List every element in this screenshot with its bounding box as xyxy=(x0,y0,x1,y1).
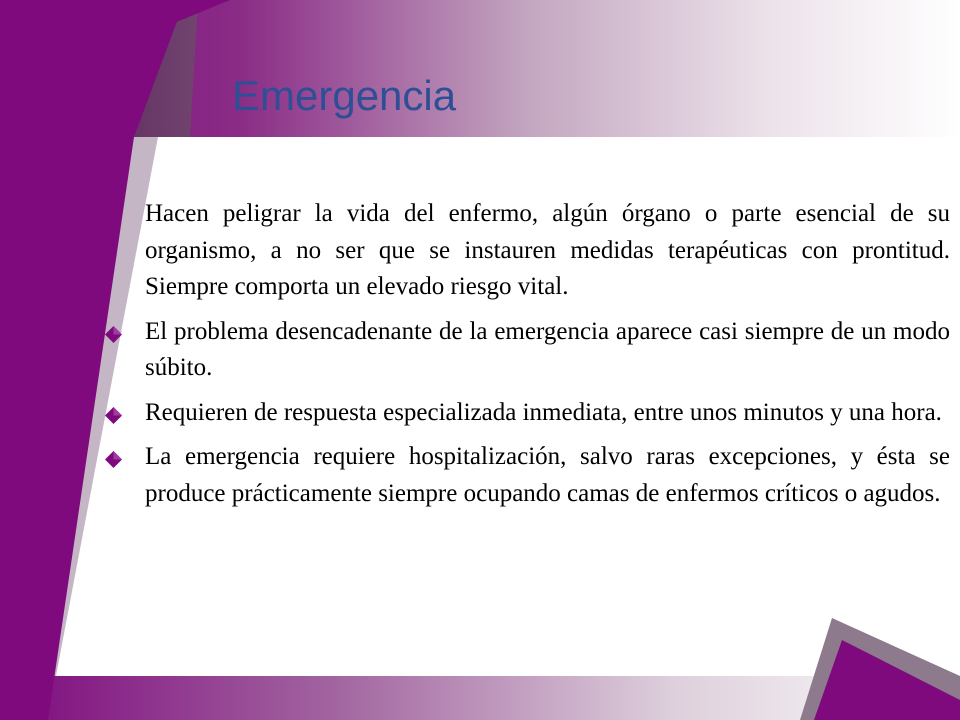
diamond-bullet-icon xyxy=(105,407,122,424)
bullet-item xyxy=(100,314,950,387)
slide-title: Emergencia xyxy=(232,72,457,119)
paragraph-text: Hacen peligrar la vida del enfermo, algún órgano o parte esencial de su organismo, a no ser que se instauren medidas terapéuticas con prontitud. Siempre comporta un elevado riesgo vital. xyxy=(145,200,950,300)
bullet-item xyxy=(100,439,950,512)
intro-paragraph xyxy=(100,196,950,306)
diamond-bullet-icon xyxy=(105,451,122,468)
bullet-text: Requieren de respuesta especializada inmediata, entre unos minutos y una hora. xyxy=(145,398,942,426)
bullet-item xyxy=(100,395,950,432)
diamond-bullet-icon xyxy=(105,326,122,343)
bullet-text: La emergencia requiere hospitalización, salvo raras excepciones, y ésta se produce prácticamente siempre ocupando camas de enfermos críticos o agudos. xyxy=(145,443,950,507)
slide-body xyxy=(100,196,950,512)
bullet-text: El problema desencadenante de la emergencia aparece casi siempre de un modo súbito. xyxy=(145,317,950,381)
